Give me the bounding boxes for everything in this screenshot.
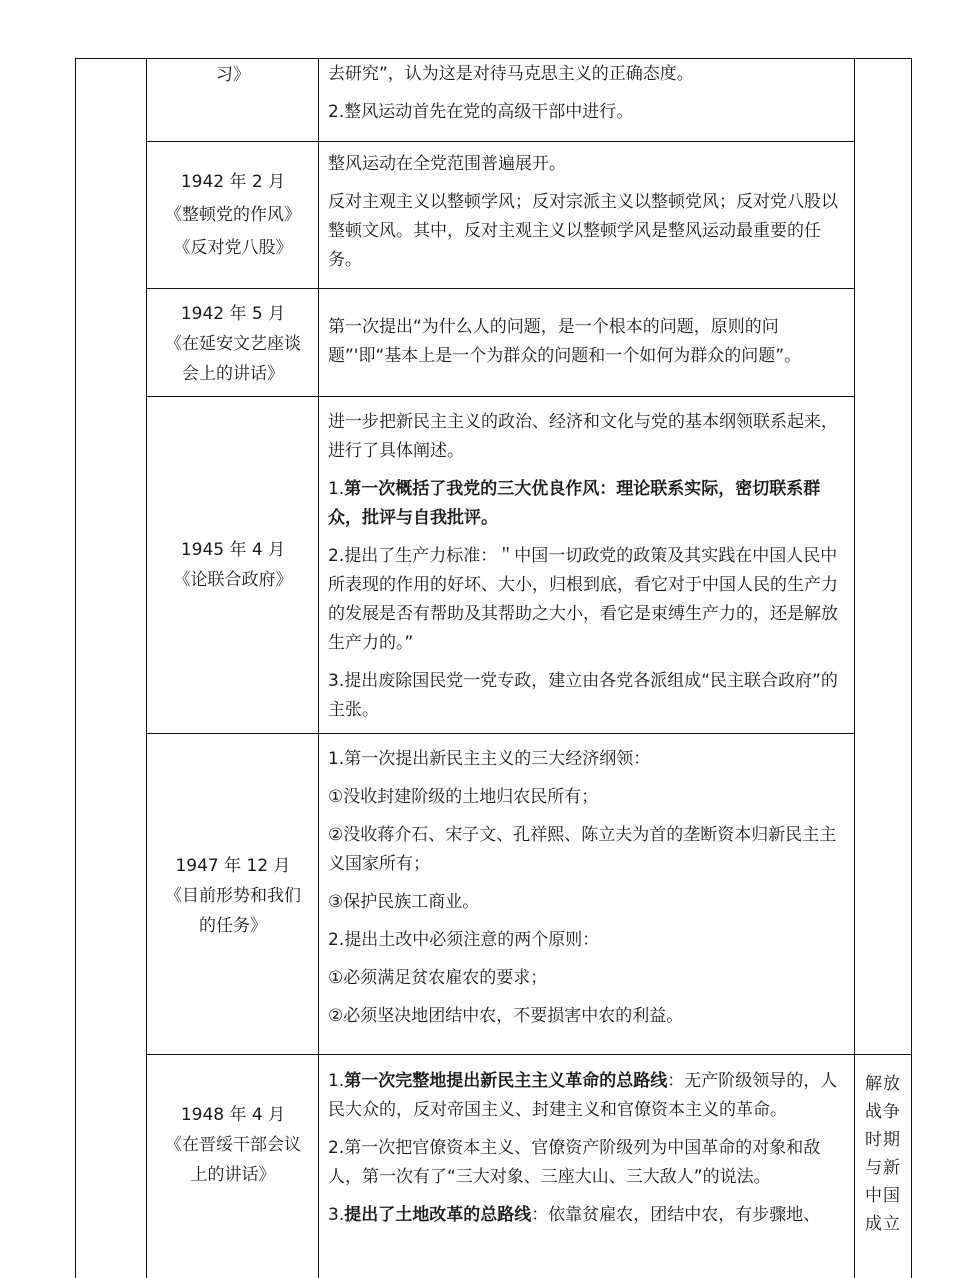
title-line: 会上的讲话》 — [182, 364, 284, 384]
text-segment: ②必须坚决地团结中农，不要损害中农的利益。 — [328, 1006, 684, 1026]
date-line: 1945 年 4 月 — [180, 540, 286, 560]
text-segment: 3.提出废除国民党一党专政，建立由各党各派组成“民主联合政府”的主张。 — [328, 671, 838, 720]
text-segment: ③保护民族工商业。 — [328, 892, 480, 912]
content-para — [328, 98, 848, 127]
content-para — [328, 964, 848, 993]
date-line: 1948 年 4 月 — [180, 1105, 286, 1125]
content-para — [328, 1002, 848, 1031]
title-line: 《论联合政府》 — [173, 570, 293, 590]
bold-text-segment: 提出了土地改革的总路线 — [344, 1205, 532, 1225]
bold-text-segment: 第一次完整地提出新民主主义革命的总路线 — [344, 1071, 668, 1091]
content-para — [328, 1201, 848, 1230]
content-cell — [328, 60, 848, 127]
content-para — [328, 926, 848, 955]
table-border-content-col — [318, 58, 319, 1278]
content-para — [328, 1134, 848, 1192]
title-line: 上的讲话》 — [190, 1165, 276, 1185]
document-title-cell — [148, 851, 318, 941]
content-para — [328, 60, 848, 89]
title-line: 的任务》 — [199, 916, 267, 936]
content-cell — [328, 150, 848, 275]
document-title-cell — [148, 166, 318, 265]
table-border-left — [75, 58, 76, 1278]
table-border-year-col — [146, 58, 147, 1278]
text-segment: 2.提出土改中必须注意的两个原则： — [328, 930, 600, 950]
table-border-top — [75, 58, 912, 59]
text-segment: ①必须满足贫农雇农的要求； — [328, 968, 548, 988]
text-segment: 2.第一次把官僚资本主义、官僚资产阶级列为中国革命的对象和敌人，第一次有了“三大对象、三座大山、三大敌人”的说法。 — [328, 1138, 821, 1187]
content-para — [328, 408, 848, 466]
title-line: 《整顿党的作风》 — [165, 205, 301, 225]
title-line: 习》 — [216, 65, 250, 85]
content-para — [328, 745, 848, 774]
text-segment: 2.提出了生产力标准：＂中国一切政党的政策及其实践在中国人民中所表现的作用的好坏、大小，归根到底，看它对于中国人民的生产力的发展是否有帮助及其帮助之大小，看它是束缚生产力的，还是解放生产力的。” — [328, 546, 838, 653]
text-segment: 2.整风运动首先在党的高级干部中进行。 — [328, 102, 634, 122]
content-para — [328, 1067, 848, 1125]
title-line: 《反对党八股》 — [173, 238, 293, 258]
date-line: 1942 年 5 月 — [180, 304, 286, 324]
text-segment: 1. — [328, 479, 345, 499]
content-para — [328, 821, 848, 879]
document-title-cell — [148, 535, 318, 595]
title-line: 《目前形势和我们 — [165, 886, 301, 906]
document-title-cell — [148, 60, 318, 90]
text-segment: 1.第一次提出新民主主义的三大经济纲领： — [328, 749, 651, 769]
row-divider — [146, 141, 855, 142]
content-cell — [328, 313, 848, 371]
row-divider — [146, 1054, 912, 1055]
text-segment: ：无产阶级领导的，人民大众的，反对帝国主义、封建主义和官僚资本主义的革命。 — [328, 1071, 838, 1120]
row-divider — [146, 396, 855, 397]
content-cell — [328, 745, 848, 1031]
text-segment: 3. — [328, 1205, 345, 1225]
text-segment: 反对主观主义以整顿学风；反对宗派主义以整顿党风；反对党八股以整顿文风。其中，反对主观主义以整顿学风是整风运动最重要的任务。 — [328, 192, 838, 270]
title-line: 《在延安文艺座谈 — [165, 334, 301, 354]
row-divider — [146, 733, 855, 734]
text-segment: 进一步把新民主主义的政治、经济和文化与党的基本纲领联系起来，进行了具体阐述。 — [328, 412, 838, 461]
content-para — [328, 667, 848, 725]
period-label: 解放战争时期与新中国成立 — [865, 1074, 901, 1234]
content-para — [328, 783, 848, 812]
content-cell — [328, 1067, 848, 1230]
content-para — [328, 475, 848, 533]
content-para — [328, 313, 848, 371]
date-line: 1947 年 12 月 — [175, 856, 291, 876]
content-para — [328, 150, 848, 179]
table-border-period-col — [854, 58, 855, 1278]
text-segment: 第一次提出“为什么人的问题，是一个根本的问题，原则的问题”'即“基本上是一个为群众的问题和一个如何为群众的问题”。 — [328, 317, 802, 366]
text-segment: 整风运动在全党范围普遍展开。 — [328, 154, 566, 174]
content-para — [328, 888, 848, 917]
content-para — [328, 188, 848, 275]
text-segment: ②没收蒋介石、宋子文、孔祥熙、陈立夫为首的垄断资本归新民主主义国家所有； — [328, 825, 837, 874]
document-title-cell — [148, 299, 318, 389]
text-segment: 1. — [328, 1071, 345, 1091]
title-line: 《在晋绥干部会议 — [165, 1135, 301, 1155]
text-segment: ①没收封建阶级的土地归农民所有； — [328, 787, 599, 807]
table-border-right — [911, 58, 912, 1278]
text-segment: 去研究”，认为这是对待马克思主义的正确态度。 — [328, 64, 694, 84]
date-line: 1942 年 2 月 — [180, 172, 286, 192]
document-title-cell — [148, 1100, 318, 1190]
content-para — [328, 542, 848, 658]
text-segment: ：依靠贫雇农，团结中农，有步骤地、 — [531, 1205, 821, 1225]
row-divider — [146, 288, 855, 289]
content-cell — [328, 408, 848, 725]
bold-text-segment: 第一次概括了我党的三大优良作风：理论联系实际，密切联系群众，批评与自我批评。 — [328, 479, 821, 528]
